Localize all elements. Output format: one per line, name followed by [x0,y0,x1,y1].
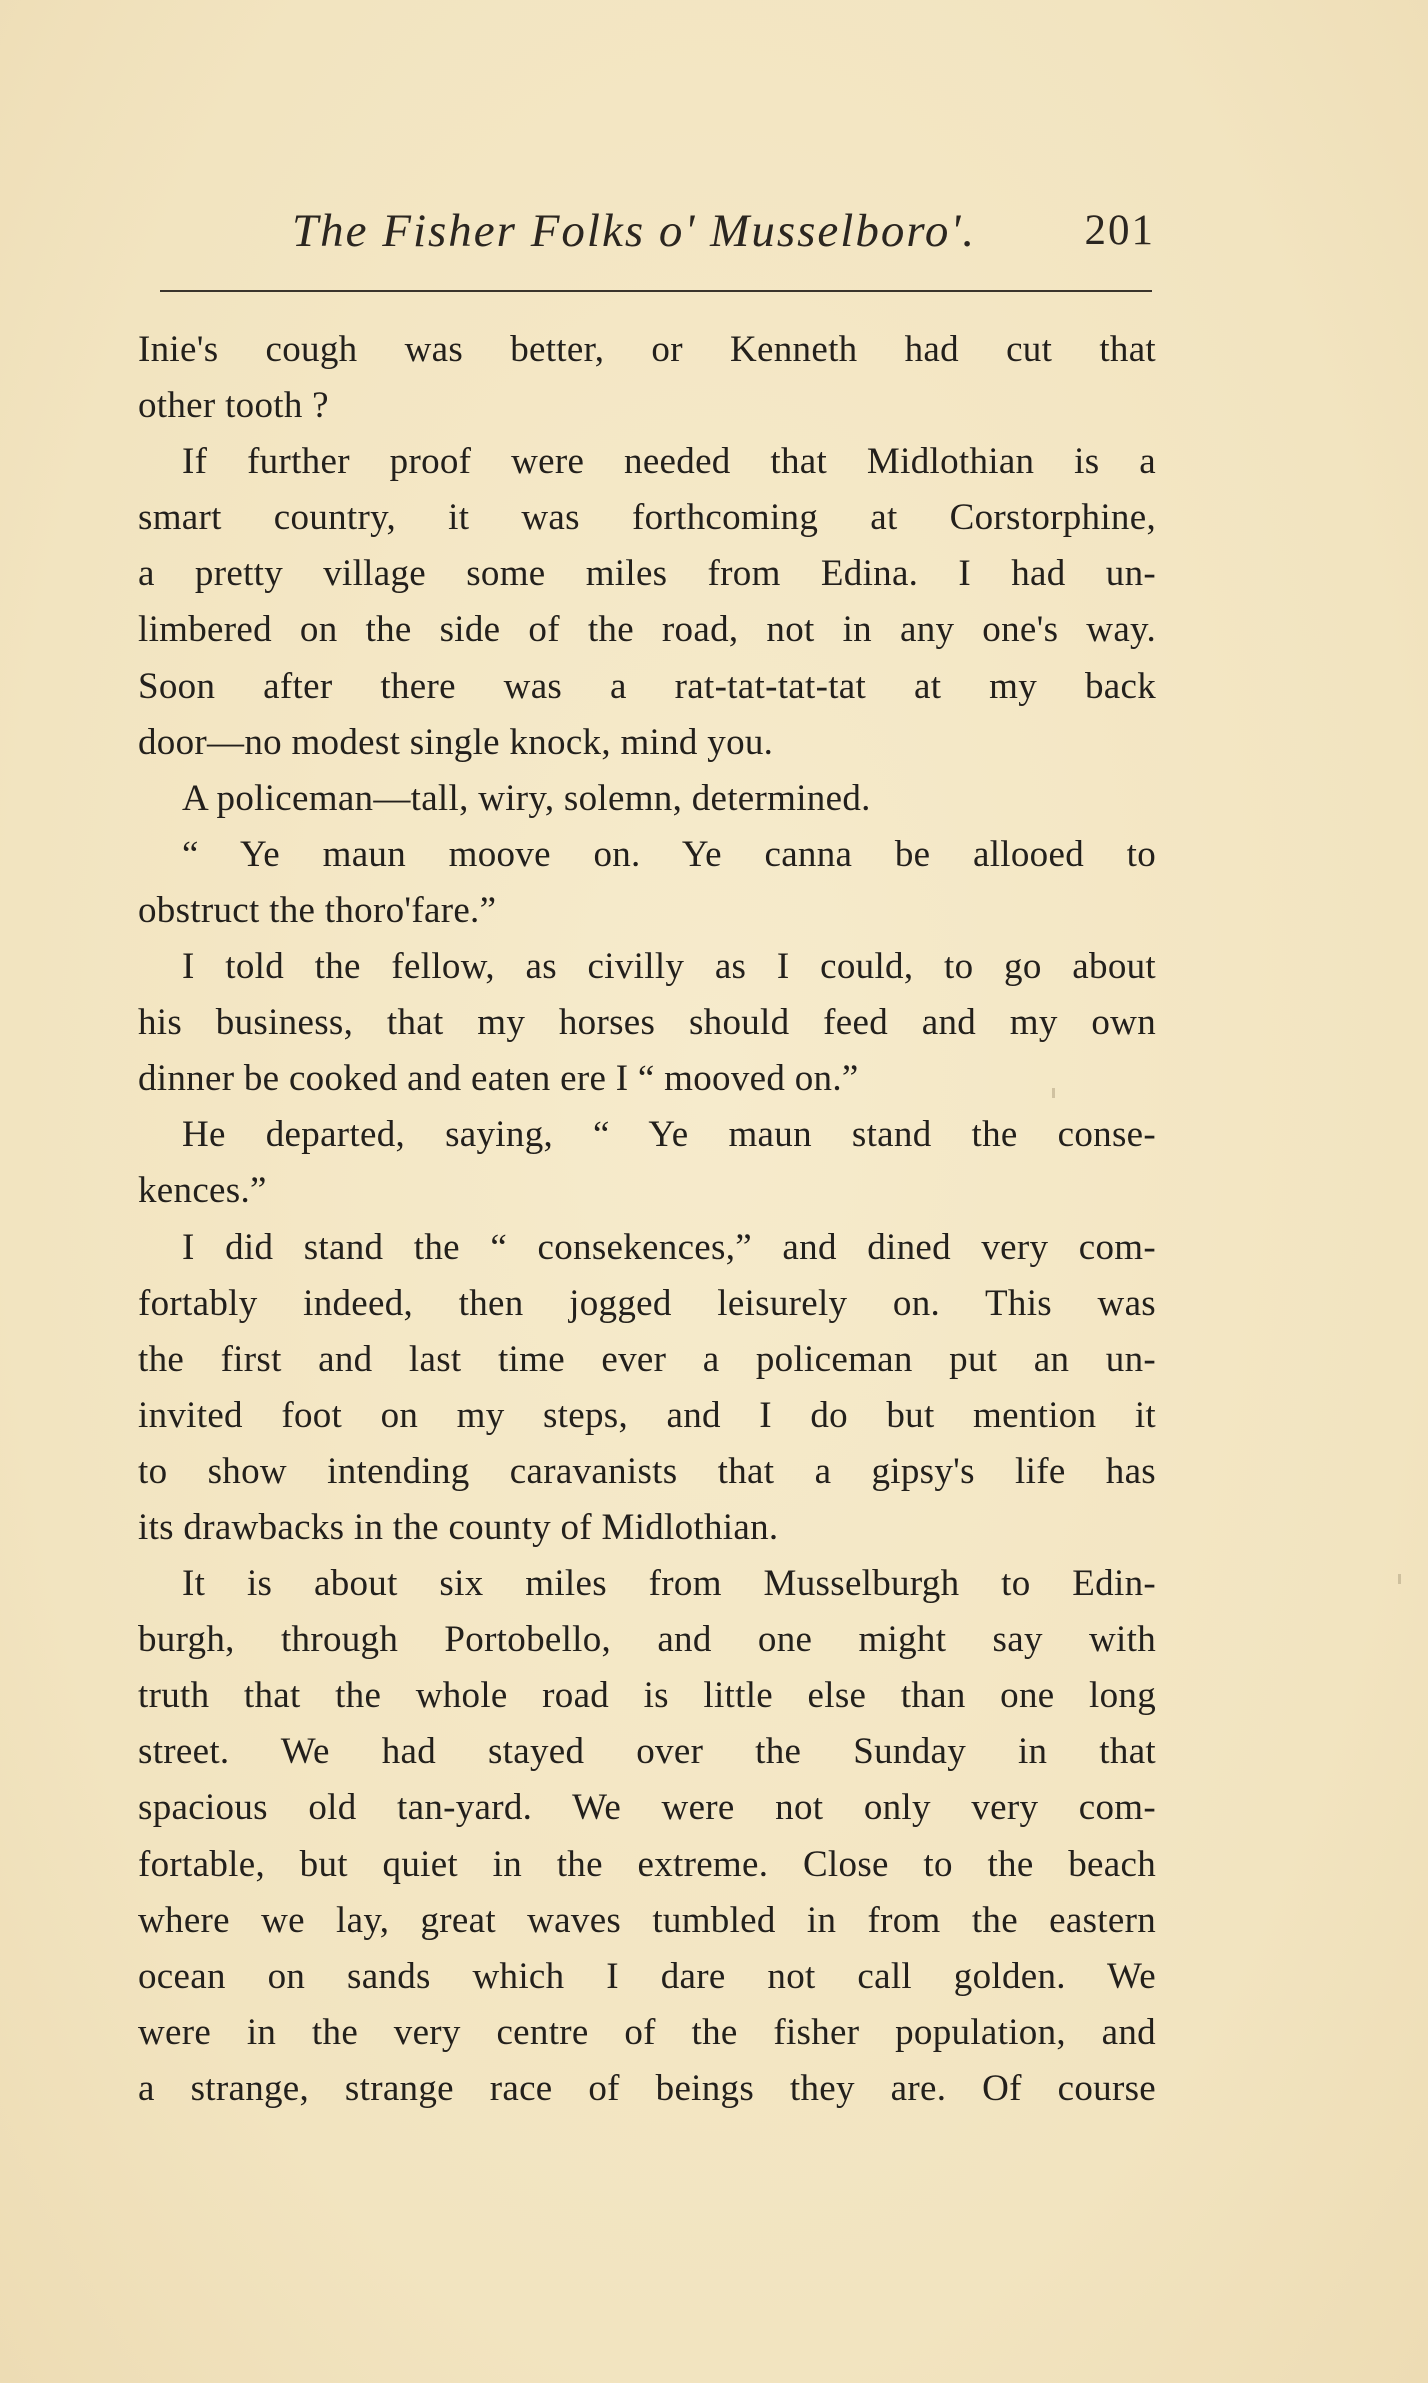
text-line: A policeman—tall, wiry, solemn, determined. [182,777,871,819]
text-line: a strange, strange race of beings they are. Of course [138,2067,1156,2109]
text-line: door—no modest single knock, mind you. [138,721,774,763]
text-line: to show intending caravanists that a gipsy's life has [138,1450,1156,1492]
text-line: where we lay, great waves tumbled in from the eastern [138,1899,1156,1941]
text-line: were in the very centre of the fisher population, and [138,2011,1156,2053]
text-line: I told the fellow, as civilly as I could, to go about [182,946,1156,988]
page-number: 201 [1084,207,1155,254]
running-head [140,196,1155,266]
text-line: invited foot on my steps, and I do but mention it [138,1394,1156,1436]
header-rule [160,290,1152,292]
running-title: The Fisher Folks o' Musselboro'. [292,205,977,257]
text-line: obstruct the thoro'fare.” [138,889,497,931]
body-text [138,322,1156,2117]
text-line: street. We had stayed over the Sunday in that [138,1731,1156,1773]
text-line: spacious old tan-yard. We were not only very com- [138,1787,1156,1829]
text-line: its drawbacks in the county of Midlothian. [138,1506,779,1548]
text-line: kences.” [138,1170,267,1212]
text-line: fortably indeed, then jogged leisurely on. This was [138,1282,1156,1324]
text-line: a pretty village some miles from Edina. I had un- [138,553,1156,595]
text-line: dinner be cooked and eaten ere I “ mooved on.” [138,1058,859,1100]
text-line: “ Ye maun moove on. Ye canna be allooed to [182,833,1156,875]
print-speck [1052,1088,1055,1098]
text-line: ocean on sands which I dare not call golden. We [138,1955,1156,1997]
text-line: fortable, but quiet in the extreme. Close to the beach [138,1843,1156,1885]
text-line: his business, that my horses should feed and my own [138,1002,1156,1044]
text-line: other tooth ? [138,385,329,427]
text-line: Soon after there was a rat-tat-tat-tat at my back [138,665,1156,707]
text-line: burgh, through Portobello, and one might say with [138,1619,1156,1661]
text-line: smart country, it was forthcoming at Corstorphine, [138,497,1156,539]
text-line: truth that the whole road is little else than one long [138,1675,1156,1717]
text-line: the first and last time ever a policeman put an un- [138,1338,1156,1380]
print-speck [1398,1574,1401,1584]
text-line: He departed, saying, “ Ye maun stand the conse- [182,1114,1156,1156]
text-line: If further proof were needed that Midlothian is a [182,441,1156,483]
text-line: It is about six miles from Musselburgh to Edin- [182,1563,1156,1605]
text-line: limbered on the side of the road, not in any one's way. [138,609,1156,651]
text-line: I did stand the “ consekences,” and dined very com- [182,1226,1156,1268]
text-line: Inie's cough was better, or Kenneth had cut that [138,329,1156,370]
